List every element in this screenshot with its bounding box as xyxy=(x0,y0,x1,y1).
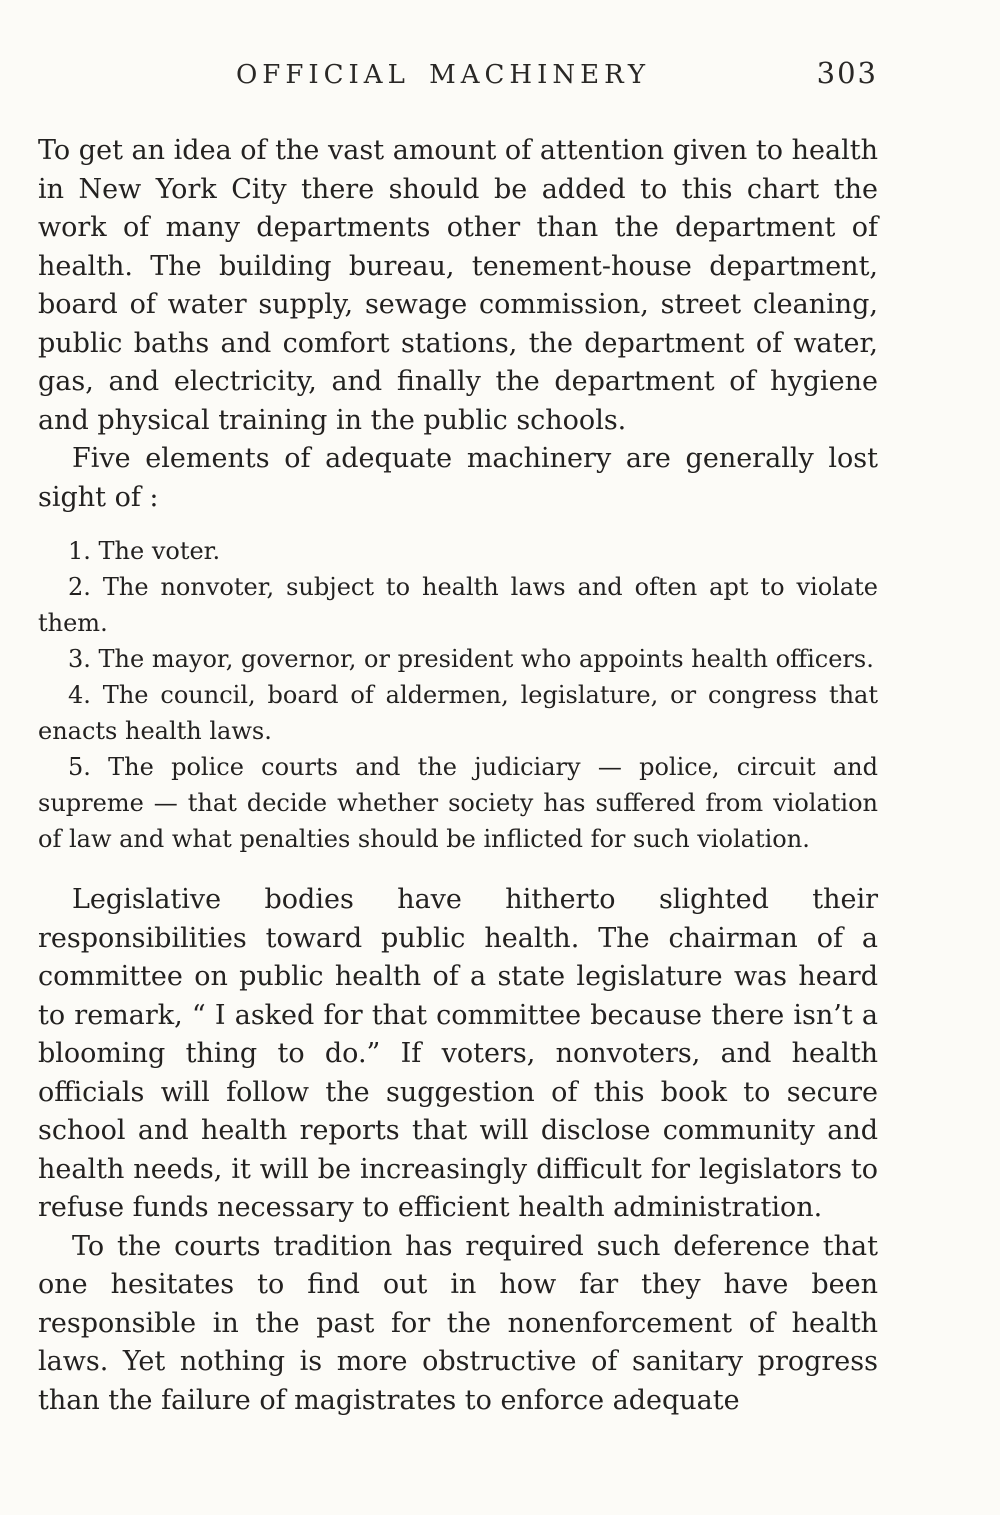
page-body xyxy=(38,132,878,1420)
paragraph-courts: To the courts tradition has required such deference that one hesitates to find out in how far they have been responsible in the past for the nonenforcement of health laws. Yet nothing is more obstructive of sanitary progress than the failure of magistrates to enforce adequate xyxy=(38,1230,878,1416)
numbered-list xyxy=(38,533,878,857)
running-header xyxy=(38,56,878,96)
paragraph-legislative: Legislative bodies have hitherto slighted their responsibilities toward public health. The chairman of a committee on public health of a state legislature was heard to remark, “ I asked for that committee because there isn’t a blooming thing to do.” If voters, nonvoters, and health officials will follow the suggestion of this book to secure school and health reports that will disclose community and health needs, it will be increasingly difficult for legislators to refuse funds necessary to efficient health administration. xyxy=(38,884,878,1223)
list-item: 1. The voter. xyxy=(68,537,221,565)
list-item: 4. The council, board of aldermen, legislature, or congress that enacts health laws. xyxy=(38,681,878,745)
list-item: 5. The police courts and the judiciary — police, circuit and supreme — that decide whether society has suffered from violation of law and what penalties should be inflicted for such violation. xyxy=(38,753,878,853)
running-title: OFFICIAL MACHINERY xyxy=(235,60,651,90)
paragraph-intro: To get an idea of the vast amount of attention given to health in New York City there should be added to this chart the work of many departments other than the department of health. The building bureau, tenement-house department, board of water supply, sewage commission, street cleaning, public baths and comfort stations, the department of water, gas, and electricity, and finally the department of hygiene and physical training in the public schools. xyxy=(38,135,878,436)
page-number: 303 xyxy=(816,56,878,90)
list-item: 2. The nonvoter, subject to health laws and often apt to violate them. xyxy=(38,573,878,637)
paragraph-five-elements: Five elements of adequate machinery are generally lost sight of : xyxy=(38,443,878,513)
list-item: 3. The mayor, governor, or president who appoints health officers. xyxy=(68,645,874,673)
